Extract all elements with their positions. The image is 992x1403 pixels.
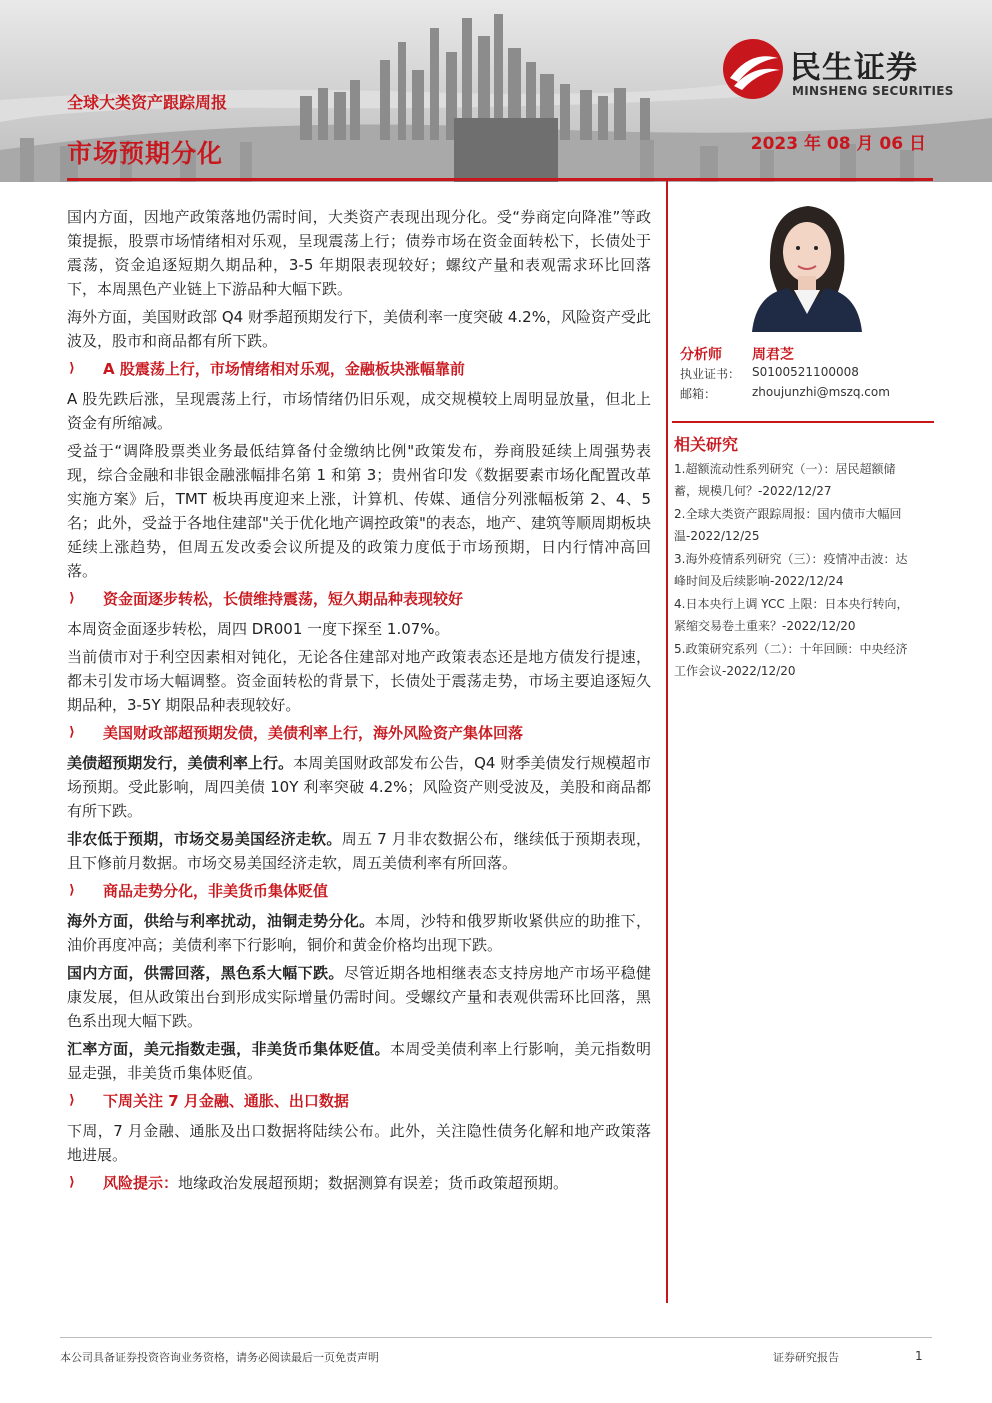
footer-divider [60, 1337, 932, 1338]
report-date: 2023 年 08 月 06 日 [750, 134, 926, 154]
section-heading-text: 资金面逐步转松，长债维持震荡，短久期品种表现较好 [103, 590, 464, 608]
email-label: 邮箱： [680, 387, 717, 401]
double-chevron-right-icon: ⟩ [69, 1093, 75, 1108]
related-research-list [674, 458, 918, 683]
section-heading-overseas [67, 721, 651, 745]
double-chevron-right-icon: ⟩ [69, 591, 75, 606]
paragraph: 受益于“调降股票类业务最低结算备付金缴纳比例"政策发布，券商股延续上周强势表现，综合金融和非银金融涨幅排名第 1 和第 3；贵州省印发《数据要素市场化配置改革实施方案》后，TMT 板块再度迎来上涨，计算机、传媒、通信分列涨幅板第 2、4、5 名；此外，受益于各地住建部"关于优化地产调控政策"的表态，地产、建筑等顺周期板块延续上涨趋势，但周五发改委会议所提及的政策力度低于市场预期，日内行情冲高回落。 [67, 442, 651, 580]
paragraph: A 股先跌后涨，呈现震荡上行，市场情绪仍旧乐观，成交规模较上周明显放量，但北上资金有所缩减。 [67, 390, 651, 432]
double-chevron-right-icon: ⟩ [69, 883, 75, 898]
header-divider [67, 178, 933, 181]
section-heading-commodity [67, 879, 651, 903]
paragraph-body: 周五 7 月非农数据公布，继续低于预期表现，且下修前月数据。市场交易美国经济走软，周五美债利率有所回落。 [67, 830, 651, 872]
section-heading-text: 美国财政部超预期发债，美债利率上行，海外风险资产集体回落 [103, 724, 524, 742]
company-logo [722, 38, 972, 108]
footer-disclaimer: 本公司具备证券投资咨询业务资格，请务必阅读最后一页免责声明 [60, 1351, 379, 1364]
related-research-item[interactable]: 3.海外疫情系列研究（三）：疫情冲击波：达峰时间及后续影响-2022/12/24 [674, 552, 908, 588]
related-research-item[interactable]: 2.全球大类资产跟踪周报：国内债市大幅回温-2022/12/25 [674, 507, 902, 543]
paragraph-lead: 海外方面，供给与利率扰动，油铜走势分化。 [67, 912, 375, 930]
related-research-item[interactable]: 4.日本央行上调 YCC 上限：日本央行转向，紧缩交易卷土重来？-2022/12/20 [674, 597, 909, 633]
intro-paragraph-overseas: 海外方面，美国财政部 Q4 财季超预期发行下，美债利率一度突破 4.2%，风险资产受此波及，股市和商品都有所下跌。 [67, 308, 651, 350]
intro-paragraph-domestic: 国内方面，因地产政策落地仍需时间，大类资产表现出现分化。受“券商定向降准”等政策提振，股票市场情绪相对乐观，呈现震荡上行；债券市场在资金面转松下，长债处于震荡，资金追逐短期久期品种，3-5 年期限表现较好；螺纹产量和表观需求环比回落下，本周黑色产业链上下游品种大幅下跌。 [67, 208, 651, 298]
analyst-label: 分析师 [680, 347, 722, 363]
paragraph-lead: 美债超预期发行，美债利率上行。 [67, 754, 294, 772]
section-heading-next-week [67, 1089, 651, 1113]
paragraph [67, 827, 651, 875]
section-heading-text: 下周关注 7 月金融、通胀、出口数据 [103, 1092, 349, 1110]
email-address[interactable]: zhoujunzhi@mszq.com [752, 385, 890, 399]
paragraph-lead: 非农低于预期，市场交易美国经济走软。 [67, 830, 342, 848]
double-chevron-right-icon: ⟩ [69, 361, 75, 376]
header-banner [0, 0, 992, 182]
footer-doc-type: 证券研究报告 [773, 1351, 839, 1364]
brand-name-en: MINSHENG SECURITIES [792, 84, 954, 98]
paragraph-body: 本周受美债利率上行影响，美元指数明显走强，非美货币集体贬值。 [67, 1040, 651, 1082]
paragraph [67, 909, 651, 957]
paragraph-body: 本周，沙特和俄罗斯收紧供应的助推下，油价再度冲高；美债利率下行影响，铜价和黄金价格均出现下跌。 [67, 912, 651, 954]
paragraph-lead: 国内方面，供需回落，黑色系大幅下跌。 [67, 964, 344, 982]
column-divider [666, 181, 668, 1303]
brand-name-cn: 民生证券 [790, 50, 918, 86]
risk-text: 地缘政治发展超预期；数据测算有误差；货币政策超预期。 [178, 1174, 569, 1192]
paragraph: 本周资金面逐步转松，周四 DR001 一度下探至 1.07%。 [67, 620, 450, 638]
related-research-item[interactable]: 5.政策研究系列（二）：十年回顾：中央经济工作会议-2022/12/20 [674, 642, 908, 678]
cert-number: S0100521100008 [752, 365, 859, 379]
section-heading-a-share [67, 357, 651, 381]
section-heading-text: 商品走势分化，非美货币集体贬值 [103, 882, 329, 900]
report-title: 市场预期分化 [67, 139, 224, 168]
minsheng-logo-icon [722, 38, 784, 100]
cert-label: 执业证书： [680, 367, 741, 381]
section-heading-text: A 股震荡上行，市场情绪相对乐观，金融板块涨幅靠前 [103, 360, 465, 378]
risk-warning [67, 1171, 651, 1195]
paragraph-lead: 汇率方面，美元指数走强，非美货币集体贬值。 [67, 1040, 390, 1058]
paragraph: 下周，7 月金融、通胀及出口数据将陆续公布。此外，关注隐性债务化解和地产政策落地进展。 [67, 1122, 651, 1164]
paragraph [67, 961, 651, 1033]
paragraph [67, 1037, 651, 1085]
paragraph-body: 尽管近期各地相继表态支持房地产市场平稳健康发展，但从政策出台到形成实际增量仍需时间。受螺纹产量和表观供需环比回落，黑色系出现大幅下跌。 [67, 964, 651, 1030]
double-chevron-right-icon: ⟩ [69, 1175, 75, 1190]
page-number: 1 [915, 1349, 923, 1363]
paragraph: 当前债市对于利空因素相对钝化，无论各住建部对地产政策表态还是地方债发行提速，都未引发市场大幅调整。资金面转松的背景下，长债处于震荡走势，市场主要追逐短久期品种，3-5Y 期限品种表现较好。 [67, 648, 651, 714]
double-chevron-right-icon: ⟩ [69, 725, 75, 740]
section-heading-bond [67, 587, 651, 611]
paragraph [67, 751, 651, 823]
related-research-title: 相关研究 [674, 435, 739, 454]
analyst-photo [748, 190, 866, 332]
main-content [67, 205, 651, 1201]
sidebar-divider [672, 421, 934, 423]
analyst-name: 周君芝 [752, 347, 794, 363]
paragraph-body: 本周美国财政部发布公告，Q4 财季美债发行规模超市场预期。受此影响，周四美债 10Y 利率突破 4.2%；风险资产则受波及，美股和商品都有所下跌。 [67, 754, 651, 820]
related-research-item[interactable]: 1.超额流动性系列研究（一）：居民超额储蓄，规模几何？-2022/12/27 [674, 462, 896, 498]
risk-label: 风险提示： [103, 1174, 179, 1192]
report-series: 全球大类资产跟踪周报 [67, 93, 228, 112]
